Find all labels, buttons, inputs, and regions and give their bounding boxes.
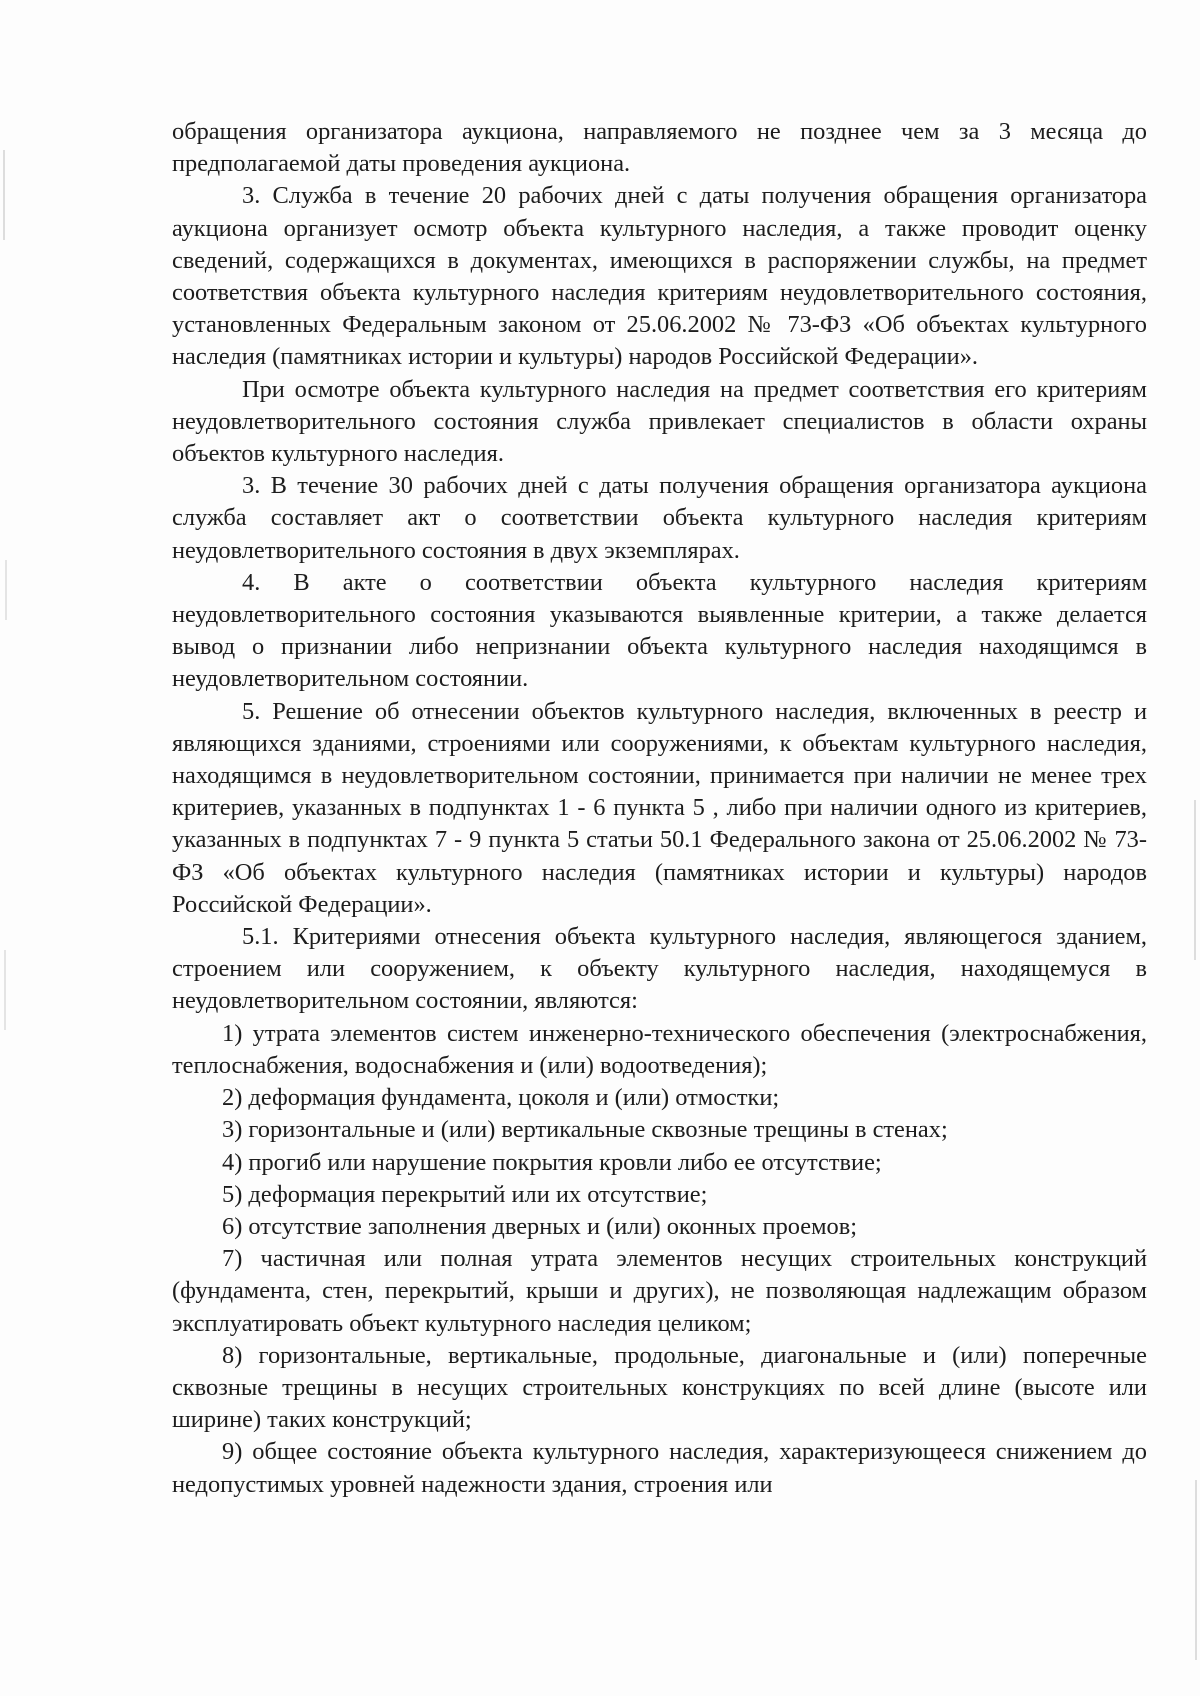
criteria-item-6: 6) отсутствие заполнения дверных и (или) оконных проемов; [222, 1212, 858, 1240]
criteria-item-5: 5) деформация перекрытий или их отсутствие; [222, 1180, 708, 1208]
document-body [172, 116, 1147, 1501]
paragraph-clause-4: 4. В акте о соответствии объекта культурного наследия критериям неудовлетворительного состояния указываются выявленные критерии, а также делается вывод о признании либо непризнании объекта культурного наследия находящимся в неудовлетворительном состоянии. [172, 568, 1147, 693]
scan-artifact-right-2 [1195, 1480, 1197, 1660]
scan-artifact-right-1 [1194, 800, 1196, 960]
paragraph-clause-5: 5. Решение об отнесении объектов культурного наследия, включенных в реестр и являющихся зданиями, строениями или сооружениями, к объектам культурного наследия, находящимся в неудовлетворительном состоянии, принимается при наличии не менее трех критериев, указанных в подпунктах 1 - 6 пункта 5 , либо при наличии одного из критериев, указанных в подпунктах 7 - 9 пункта 5 статьи 50.1 Федерального закона от 25.06.2002 № 73-ФЗ «Об объектах культурного наследия (памятниках истории и культуры) народов Российской Федерации». [172, 697, 1147, 918]
criteria-item-2: 2) деформация фундамента, цоколя и (или) отмостки; [222, 1084, 780, 1112]
paragraph-clause-3-act: 3. В течение 30 рабочих дней с даты получения обращения организатора аукциона служба составляет акт о соответствии объекта культурного наследия критериям неудовлетворительного состояния в двух экземплярах. [172, 472, 1147, 564]
criteria-item-9: 9) общее состояние объекта культурного наследия, характеризующееся снижением до недопустимых уровней надежности здания, строения или [172, 1438, 1147, 1498]
paragraph-continuation: обращения организатора аукциона, направляемого не позднее чем за 3 месяца до предполагаемой даты проведения аукциона. [172, 118, 1147, 178]
scan-artifact-left-2 [5, 560, 7, 620]
scan-artifact-left-1 [3, 150, 5, 240]
criteria-item-1: 1) утрата элементов систем инженерно-технического обеспечения (электроснабжения, теплоснабжения, водоснабжения и (или) водоотведения); [172, 1019, 1147, 1079]
criteria-item-4: 4) прогиб или нарушение покрытия кровли либо ее отсутствие; [222, 1148, 882, 1176]
paragraph-clause-3-inspection: 3. Служба в течение 20 рабочих дней с даты получения обращения организатора аукциона организует осмотр объекта культурного наследия, а также проводит оценку сведений, содержащихся в документах, имеющихся в распоряжении службы, на предмет соответствия объекта культурного наследия критериям неудовлетворительного состояния, установленных Федеральным законом от 25.06.2002 № 73-ФЗ «Об объектах культурного наследия (памятниках истории и культуры) народов Российской Федерации». [172, 182, 1147, 371]
scan-artifact-left-3 [4, 950, 6, 1030]
criteria-item-3: 3) горизонтальные и (или) вертикальные сквозные трещины в стенах; [222, 1116, 948, 1144]
paragraph-clause-5-1: 5.1. Критериями отнесения объекта культурного наследия, являющегося зданием, строением или сооружением, к объекту культурного наследия, находящемуся в неудовлетворительном состоянии, являются: [172, 923, 1147, 1015]
paragraph-specialists: При осмотре объекта культурного наследия на предмет соответствия его критериям неудовлетворительного состояния служба привлекает специалистов в области охраны объектов культурного наследия. [172, 375, 1147, 468]
criteria-item-7: 7) частичная или полная утрата элементов несущих строительных конструкций (фундамента, стен, перекрытий, крыши и других), не позволяющая надлежащим образом эксплуатировать объект культурного наследия целиком; [172, 1245, 1147, 1337]
criteria-item-8: 8) горизонтальные, вертикальные, продольные, диагональные и (или) поперечные сквозные трещины в несущих строительных конструкциях по всей длине (высоте или ширине) таких конструкций; [172, 1341, 1147, 1434]
